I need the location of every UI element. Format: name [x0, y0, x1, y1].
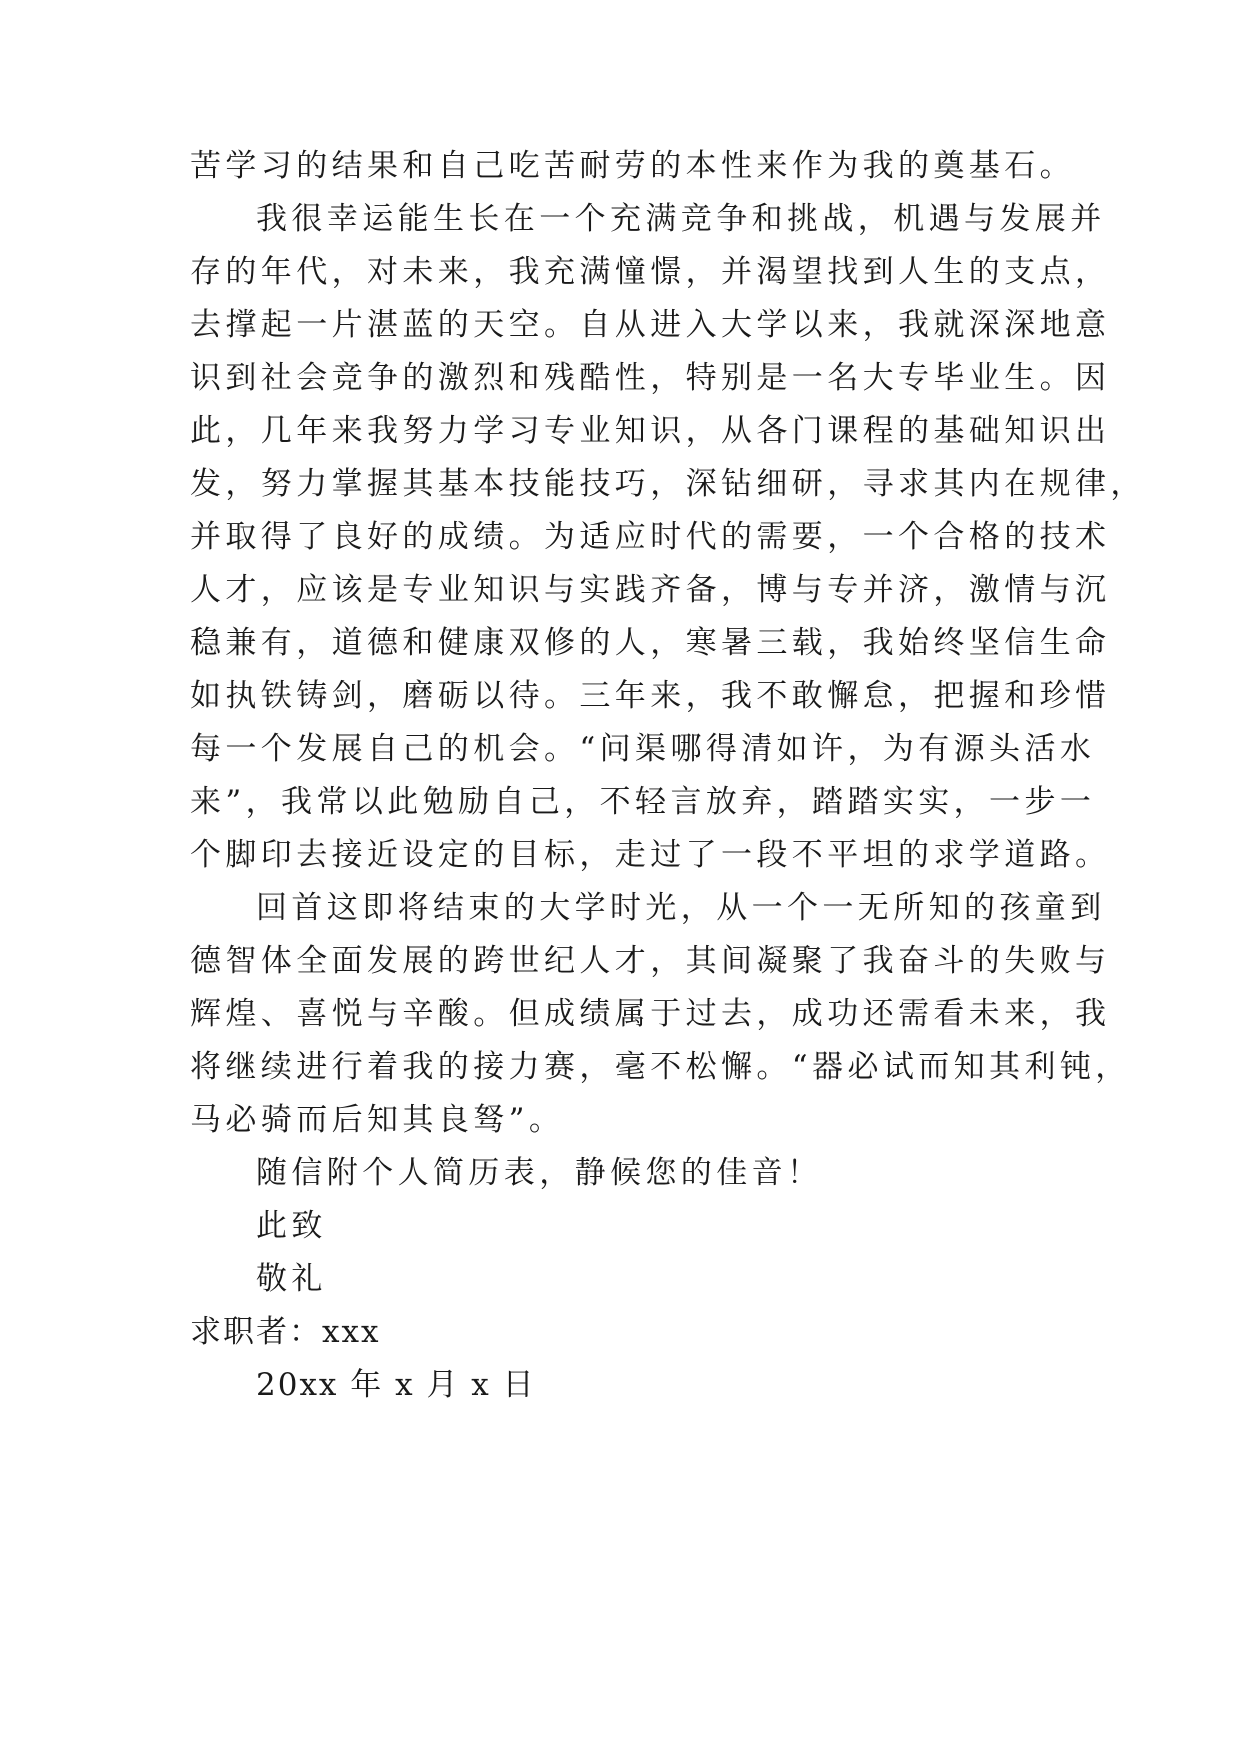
body-line-14: 个脚印去接近设定的目标，走过了一段不平坦的求学道路。 [190, 837, 1111, 873]
body-line-3: 存的年代，对未来，我充满憧憬，并渴望找到人生的支点， [190, 254, 1111, 290]
body-line-13: 来”，我常以此勉励自己，不轻言放弃，踏踏实实，一步一 [190, 784, 1096, 820]
body-line-11: 如执铁铸剑，磨砺以待。三年来，我不敢懈怠，把握和珍惜 [190, 678, 1111, 714]
salutation-cizhi: 此致 [256, 1208, 327, 1244]
body-line-18: 将继续进行着我的接力赛，毫不松懈。“器必试而知其利钝， [190, 1049, 1131, 1085]
date: 20xx 年 x 月 x 日 [256, 1367, 536, 1403]
body-line-17: 辉煌、喜悦与辛酸。但成绩属于过去，成功还需看未来，我 [190, 996, 1111, 1032]
body-line-8: 并取得了良好的成绩。为适应时代的需要，一个合格的技术 [190, 519, 1111, 555]
body-line-19: 马必骑而后知其良驽”。 [190, 1102, 565, 1138]
closing-note: 随信附个人简历表，静候您的佳音！ [256, 1155, 823, 1191]
body-line-10: 稳兼有，道德和健康双修的人，寒暑三载，我始终坚信生命 [190, 625, 1111, 661]
body-line-16: 德智体全面发展的跨世纪人才，其间凝聚了我奋斗的失败与 [190, 943, 1111, 979]
paragraph-start-line: 我很幸运能生长在一个充满竞争和挑战，机遇与发展并 [256, 201, 1106, 237]
signature: 求职者：xxx [190, 1314, 381, 1350]
body-line-7: 发，努力掌握其基本技能技巧，深钻细研，寻求其内在规律， [190, 466, 1146, 502]
salutation-jingli: 敬礼 [256, 1261, 327, 1297]
body-line-1: 苦学习的结果和自己吃苦耐劳的本性来作为我的奠基石。 [190, 148, 1075, 184]
body-line-6: 此，几年来我努力学习专业知识，从各门课程的基础知识出 [190, 413, 1111, 449]
body-line-5: 识到社会竞争的激烈和残酷性，特别是一名大专毕业生。因 [190, 360, 1111, 396]
body-line-4: 去撑起一片湛蓝的天空。自从进入大学以来，我就深深地意 [190, 307, 1111, 343]
body-line-12: 每一个发展自己的机会。“问渠哪得清如许，为有源头活水 [190, 731, 1096, 767]
body-line-9: 人才，应该是专业知识与实践齐备，博与专并济，激情与沉 [190, 572, 1111, 608]
paragraph-start-line: 回首这即将结束的大学时光，从一个一无所知的孩童到 [256, 890, 1106, 926]
